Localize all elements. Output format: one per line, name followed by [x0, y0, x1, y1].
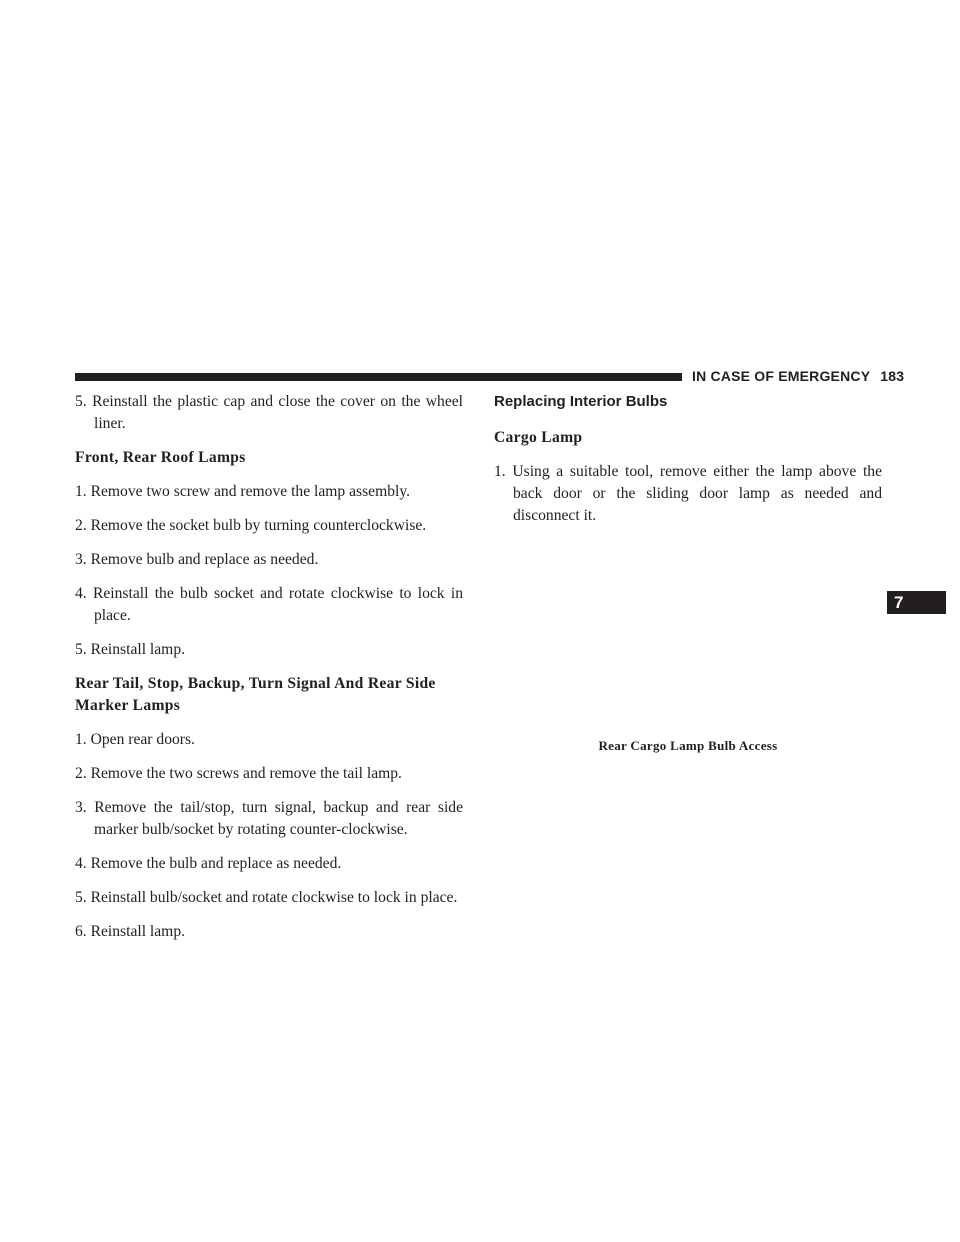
list-item: 2. Remove the two screws and remove the tail lamp. [75, 765, 402, 782]
list-item: 5. Reinstall lamp. [75, 641, 186, 658]
cargo-lamp-heading: Cargo Lamp [494, 429, 583, 446]
list-item: 6. Reinstall lamp. [75, 923, 186, 940]
list-item: 4. Remove the bulb and replace as needed. [75, 855, 342, 872]
figure-caption: Rear Cargo Lamp Bulb Access [598, 738, 778, 753]
figure-placeholder [494, 530, 882, 730]
list-item: 1. Remove two screw and remove the lamp assembly. [75, 483, 411, 500]
header-rule [75, 373, 682, 381]
section-heading: Replacing Interior Bulbs [494, 393, 668, 410]
list-item: 3. Remove the tail/stop, turn signal, backup and rear side marker bulb/socket by rotating counter-clockwise. [75, 799, 463, 838]
chapter-tab: 7 [887, 591, 946, 614]
roof-lamps-heading: Front, Rear Roof Lamps [75, 449, 246, 466]
header-section-title: IN CASE OF EMERGENCY [692, 368, 871, 384]
right-column [494, 391, 882, 539]
running-header [692, 368, 904, 384]
list-item: 5. Reinstall the plastic cap and close the cover on the wheel liner. [75, 393, 463, 432]
list-item: 4. Reinstall the bulb socket and rotate clockwise to lock in place. [75, 585, 463, 624]
list-item: 5. Reinstall bulb/socket and rotate clockwise to lock in place. [75, 889, 458, 906]
page-number: 183 [880, 368, 905, 384]
list-item: 3. Remove bulb and replace as needed. [75, 551, 319, 568]
left-column [75, 391, 463, 955]
list-item: 1. Open rear doors. [75, 731, 195, 748]
tail-lamps-heading: Rear Tail, Stop, Backup, Turn Signal And Rear Side Marker Lamps [75, 675, 436, 714]
list-item: 2. Remove the socket bulb by turning counterclockwise. [75, 517, 427, 534]
list-item: 1. Using a suitable tool, remove either the lamp above the back door or the sliding door lamp as needed and disconnect it. [494, 463, 882, 524]
